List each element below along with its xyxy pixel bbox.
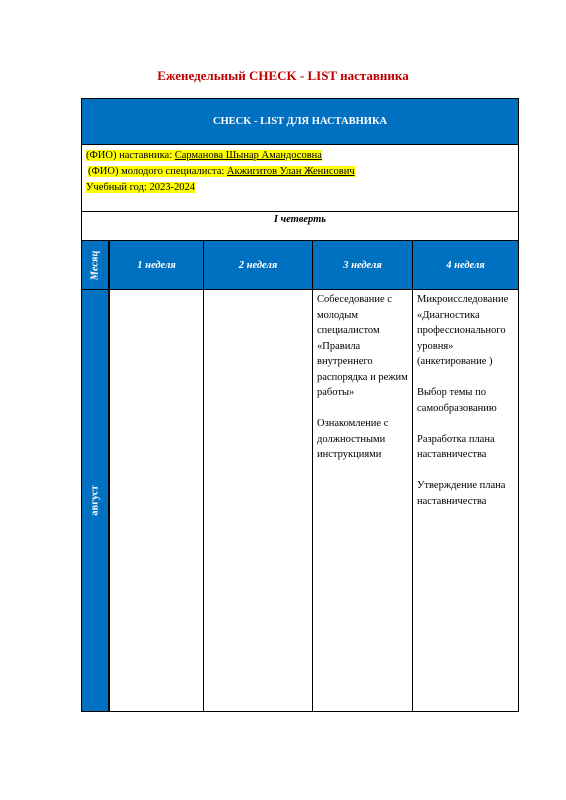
week-3-header: 3 неделя bbox=[313, 241, 412, 290]
week-2-header: 2 неделя bbox=[204, 241, 312, 290]
document-title: Еженедельный CHECK - LIST наставника bbox=[157, 68, 409, 83]
specialist-label: (ФИО) молодого специалиста: bbox=[88, 166, 227, 177]
week-4-item: Утверждение плана наставничества bbox=[417, 480, 506, 507]
specialist-line bbox=[86, 164, 514, 180]
week-4-item: Микроисследование «Диагностика профессионального уровня» (анкетирование ) bbox=[417, 294, 509, 367]
week-4-item: Выбор темы по самообразованию bbox=[417, 387, 497, 414]
specialist-name: Акжигитов Улан Женисович bbox=[226, 166, 355, 177]
table-header: CHECK - LIST ДЛЯ НАСТАВНИКА bbox=[82, 99, 518, 145]
month-header-cell bbox=[82, 241, 109, 290]
mentor-label: (ФИО) наставника: bbox=[86, 150, 175, 161]
week-1-header: 1 неделя bbox=[110, 241, 203, 290]
checklist-table bbox=[81, 98, 519, 712]
week-4-header: 4 неделя bbox=[413, 241, 518, 290]
info-block bbox=[82, 145, 518, 212]
month-label: август bbox=[89, 485, 101, 516]
academic-year: Учебный год: 2023-2024 bbox=[86, 182, 196, 193]
mentor-name: Сарманова Шынар Амандосовна bbox=[174, 150, 322, 161]
week-3-cell bbox=[313, 290, 412, 711]
week-4-cell bbox=[413, 290, 518, 711]
week-3-item: Собеседование с молодым специалистом «Правила внутреннего распорядка и режим работы» bbox=[317, 294, 408, 398]
week-2-cell bbox=[204, 290, 312, 711]
week-4-item: Разработка плана наставничества bbox=[417, 433, 495, 460]
month-header-label: Месяц bbox=[89, 250, 101, 280]
week-3-item: Ознакомление с должностными инструкциями bbox=[317, 418, 389, 460]
mentor-line bbox=[86, 148, 514, 164]
year-line bbox=[86, 180, 514, 196]
week-1-cell bbox=[110, 290, 203, 711]
month-cell bbox=[82, 290, 109, 711]
quarter-row: I четверть bbox=[82, 212, 518, 241]
